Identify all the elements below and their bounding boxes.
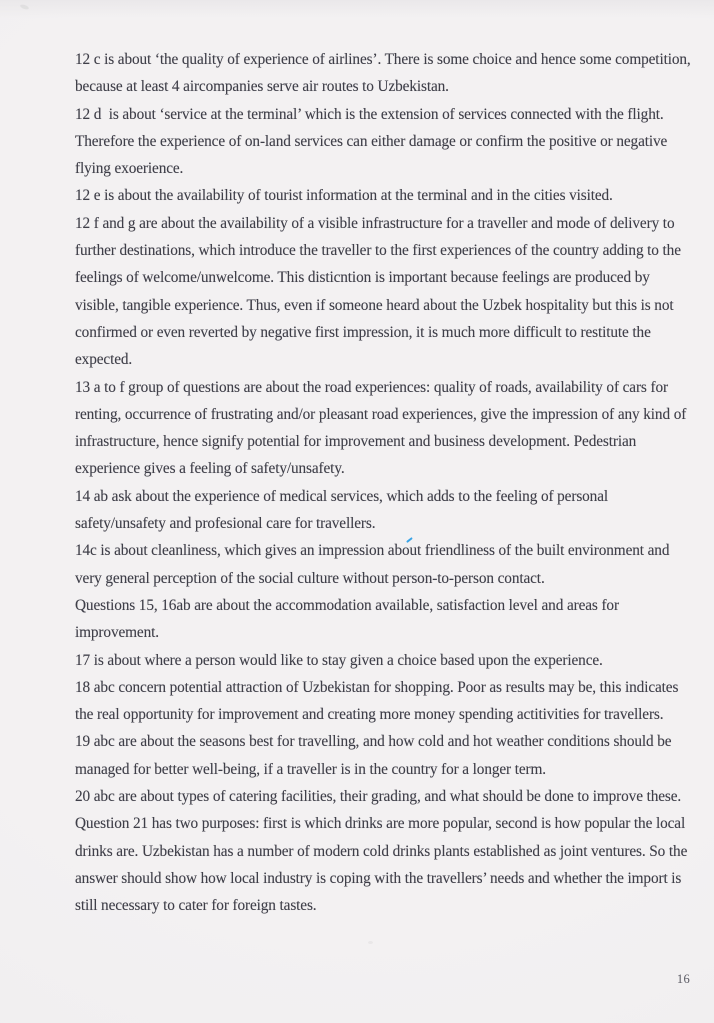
text-line: the real opportunity for improvement and creating more money spending actitivities for travellers. <box>75 706 664 724</box>
text-line: feelings of welcome/unwelcome. This disticntion is important because feelings are produced by <box>75 269 650 287</box>
text-line: further destinations, which introduce the traveller to the first experiences of the country adding to the <box>75 242 681 260</box>
text-line: visible, tangible experience. Thus, even if someone heard about the Uzbek hospitality but this is not <box>75 296 674 314</box>
text-line: 20 abc are about types of catering facilities, their grading, and what should be done to improve these. <box>75 788 682 806</box>
text-line: renting, occurrence of frustrating and/or pleasant road experiences, give the impression of any kind of <box>75 405 687 423</box>
text-line: Question 21 has two purposes: first is which drinks are more popular, second is how popular the local <box>75 815 686 833</box>
text-line: answer should show how local industry is coping with the travellers’ needs and whether the import is <box>75 869 682 887</box>
text-line: 12 d is about ‘service at the terminal’ which is the extension of services connected with the flight. <box>75 105 664 123</box>
text-line: experience gives a feeling of safety/unsafety. <box>75 460 345 478</box>
text-line: flying exoerience. <box>75 160 184 178</box>
text-line: infrastructure, hence signify potential for improvement and business development. Pedestrian <box>75 433 637 451</box>
text-line: Questions 15, 16ab are about the accommodation available, satisfaction level and areas for <box>75 596 619 614</box>
text-line: expected. <box>75 351 133 369</box>
text-line: 17 is about where a person would like to stay given a choice based upon the experience. <box>75 651 603 669</box>
text-line: 13 a to f group of questions are about the road experiences: quality of roads, availability of cars for <box>75 378 668 396</box>
text-line: drinks are. Uzbekistan has a number of modern cold drinks plants established as joint ventures. So the <box>75 842 688 860</box>
text-line: 14c is about cleanliness, which gives an impression about friendliness of the built environment and <box>75 542 670 560</box>
text-line: very general perception of the social culture without person-to-person contact. <box>75 569 545 587</box>
text-line: 12 e is about the availability of tourist information at the terminal and in the cities visited. <box>75 187 613 205</box>
text-line: 19 abc are about the seasons best for travelling, and how cold and hot weather conditions should be <box>75 733 672 751</box>
scan-speck <box>20 4 30 11</box>
text-line: still necessary to cater for foreign tastes. <box>75 897 317 915</box>
text-line: because at least 4 aircompanies serve air routes to Uzbekistan. <box>75 78 449 96</box>
body-text <box>75 46 704 920</box>
text-line: Therefore the experience of on-land services can either damage or confirm the positive or negative <box>75 132 668 150</box>
page-number: 16 <box>676 972 690 986</box>
text-line: confirmed or even reverted by negative first impression, it is much more difficult to restitute the <box>75 323 651 341</box>
text-line: safety/unsafety and profesional care for travellers. <box>75 515 376 533</box>
text-line: 18 abc concern potential attraction of Uzbekistan for shopping. Poor as results may be, this indicates <box>75 678 679 696</box>
text-line: improvement. <box>75 624 159 642</box>
text-line: 12 c is about ‘the quality of experience of airlines’. There is some choice and hence some competition, <box>75 51 691 68</box>
scan-speck <box>368 941 373 944</box>
text-line: 14 ab ask about the experience of medical services, which adds to the feeling of personal <box>75 487 609 505</box>
text-line: managed for better well-being, if a traveller is in the country for a longer term. <box>75 760 546 778</box>
text-line: 12 f and g are about the availability of a visible infrastructure for a traveller and mode of delivery to <box>75 214 675 232</box>
